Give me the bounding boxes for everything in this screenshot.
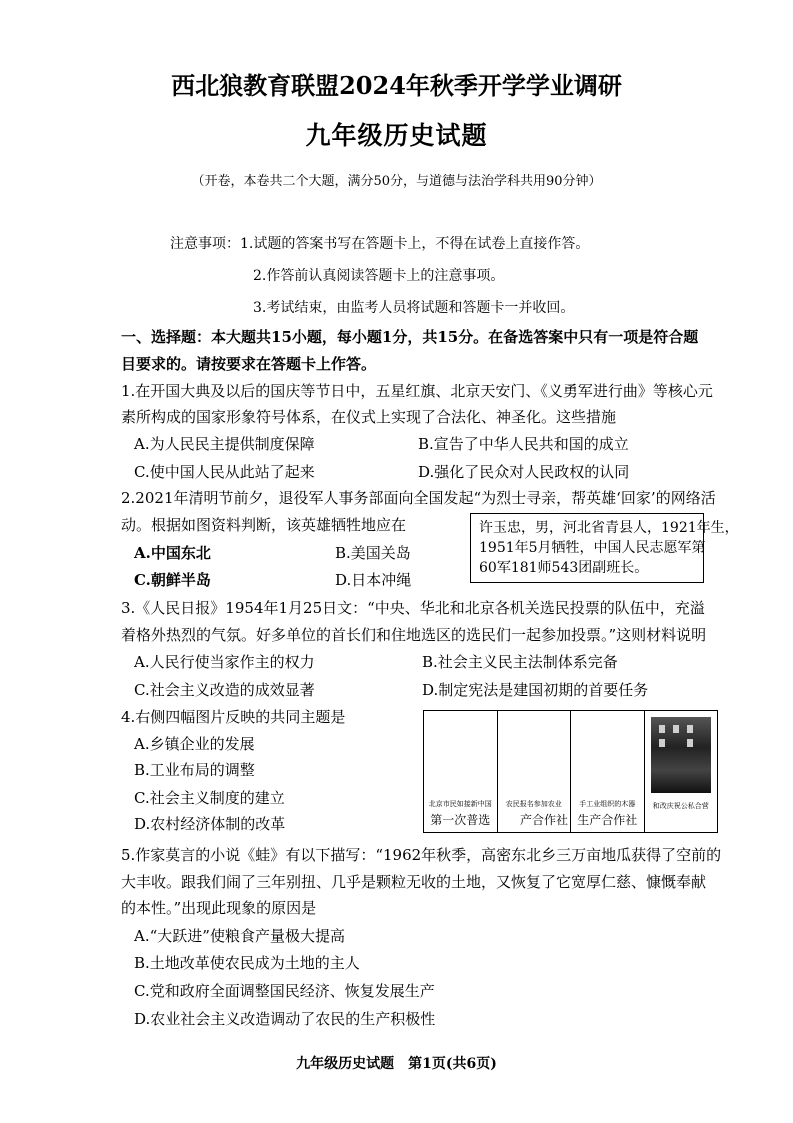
q1-option-d: D.强化了民众对人民政权的认同 (418, 463, 630, 481)
q3-stem-line2: 着格外热烈的气氛。好多单位的首长们和住地选区的选民们一起参加投票。”这则材料说明 (121, 626, 707, 644)
q4-photo-crowd (651, 717, 711, 793)
q3-stem-line1: 3.《人民日报》1954年1月25日文：“中央、华北和北京各机关选民投票的队伍中，充溢 (121, 599, 705, 617)
note-item-3: 3.考试结束，由监考人员将试题和答题卡一并收回。 (253, 300, 575, 316)
notes-label: 注意事项： (170, 236, 240, 252)
q5-option-c: C.党和政府全面调整国民经济、恢复发展生产 (134, 982, 435, 1000)
q5-stem-line3: 的本性。”出现此现象的原因是 (121, 899, 317, 917)
q4-picture-4 (645, 711, 718, 832)
q2-stem-line2: 动。根据如图资料判断，该英雄牺牲地应在 (121, 516, 407, 534)
q1-option-b: B.宣告了中华人民共和国的成立 (418, 435, 629, 453)
q2-stem-line1: 2.2021年清明节前夕，退役军人事务部面向全国发起“为烈士寻亲，帮英雄‘回家’的网络活 (121, 489, 716, 507)
exam-subtitle: 九年级历史试题 (305, 121, 488, 150)
q2-material-box (470, 513, 739, 583)
q2-material-line2: 1951年5月牺牲，中国人民志愿军第 (479, 540, 706, 556)
q4-picture-4-caption-small: 和改庆祝公私合营 (652, 802, 709, 810)
q4-option-b: B.工业布局的调整 (134, 761, 255, 779)
q4-picture-3-caption-small: 手工业组织的木器 (579, 800, 636, 808)
exam-title: 西北狼教育联盟2024年秋季开学学业调研 (171, 71, 622, 100)
q4-picture-1-caption-small: 北京市民如接新中国 (428, 800, 492, 808)
q2-material-line1: 许玉忠，男，河北省青县人，1921年生， (479, 520, 739, 536)
page-footer: 九年级历史试题 第1页(共6页) (296, 1056, 497, 1072)
q5-option-a: A.“大跃进”使粮食产量极大提高 (134, 927, 345, 945)
q4-picture-2-caption-small: 农民报名参加农业 (505, 800, 562, 808)
q4-option-a: A.乡镇企业的发展 (134, 735, 255, 753)
q2-option-c: C.朝鲜半岛 (134, 571, 211, 589)
q2-material-line3: 60军181师543团副班长。 (479, 560, 649, 576)
q4-picture-3 (571, 711, 645, 832)
q2-option-b: B.美国关岛 (335, 544, 411, 562)
q1-stem-line1: 1.在开国大典及以后的国庆等节日中，五星红旗、北京天安门、《义勇军进行曲》等核心元 (121, 382, 713, 400)
q2-option-d: D.日本冲绳 (335, 571, 412, 589)
q3-option-d: D.制定宪法是建国初期的首要任务 (422, 681, 649, 699)
q3-option-c: C.社会主义改造的成效显著 (134, 681, 315, 699)
q4-picture-1-caption: 第一次普选 (430, 813, 491, 827)
note-item-1: 1.试题的答案书写在答题卡上，不得在试卷上直接作答。 (240, 236, 590, 252)
q4-stem: 4.右侧四幅图片反映的共同主题是 (121, 708, 346, 726)
exam-info: （开卷，本卷共二个大题，满分50分，与道德与法治学科共用90分钟） (191, 174, 602, 189)
section-heading-line2: 目要求的。请按要求在答题卡上作答。 (121, 355, 377, 373)
q4-picture-3-caption: 生产合作社 (577, 813, 638, 827)
q4-picture-2 (498, 711, 572, 832)
q1-option-c: C.使中国人民从此站了起来 (134, 463, 315, 481)
q4-image-strip (423, 710, 718, 833)
q4-picture-1 (424, 711, 498, 832)
q5-option-d: D.农业社会主义改造调动了农民的生产积极性 (134, 1010, 436, 1028)
q3-option-a: A.人民行使当家作主的权力 (134, 653, 315, 671)
q5-stem-line2: 大丰收。跟我们闹了三年别扭、几乎是颗粒无收的土地，又恢复了它宽厚仁慈、慷慨奉献 (121, 873, 707, 891)
note-item-2: 2.作答前认真阅读答题卡上的注意事项。 (253, 268, 505, 284)
q2-option-a: A.中国东北 (134, 544, 211, 562)
q4-option-d: D.农村经济体制的改革 (134, 815, 286, 833)
q3-option-b: B.社会主义民主法制体系完备 (422, 653, 618, 671)
q1-stem-line2: 素所构成的国家形象符号体系，在仪式上实现了合法化、神圣化。这些措施 (121, 408, 617, 426)
q4-picture-2-caption: 产合作社 (519, 813, 568, 827)
q5-stem-line1: 5.作家莫言的小说《蛙》有以下描写：“1962年秋季，高密东北乡三万亩地瓜获得了空前的 (121, 846, 722, 864)
q1-option-a: A.为人民民主提供制度保障 (134, 435, 315, 453)
q4-option-c: C.社会主义制度的建立 (134, 789, 285, 807)
q5-option-b: B.土地改革使农民成为土地的主人 (134, 954, 360, 972)
section-heading-line1: 一、选择题：本大题共15小题，每小题1分，共15分。在备选答案中只有一项是符合题 (121, 328, 699, 346)
